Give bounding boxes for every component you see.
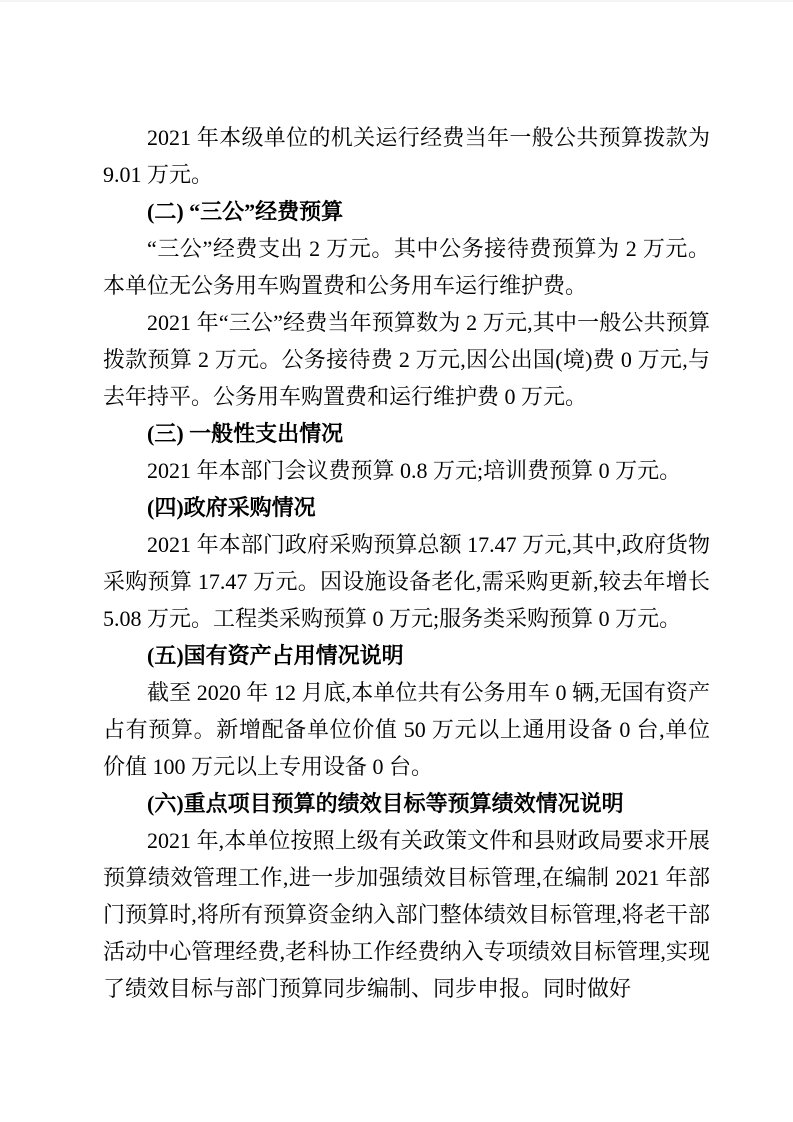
section-heading: (二) “三公”经费预算 <box>147 199 344 224</box>
body-paragraph: “三公”经费支出 2 万元。其中公务接待费预算为 2 万元。本单位无公务用车购置费和公务用车运行维护费。 <box>103 236 710 298</box>
section-heading: (五)国有资产占用情况说明 <box>147 643 404 668</box>
body-paragraph: 2021 年,本单位按照上级有关政策文件和县财政局要求开展预算绩效管理工作,进一步加强绩效目标管理,在编制 2021 年部门预算时,将所有预算资金纳入部门整体绩效目标管理,将老干部活动中心管理经费,老科协工作经费纳入专项绩效目标管理,实现了绩效目标与部门预算同步编制、同步申报。同时做好 <box>103 828 710 1001</box>
body-paragraph: 截至 2020 年 12 月底,本单位共有公务用车 0 辆,无国有资产占有预算。新增配备单位价值 50 万元以上通用设备 0 台,单位价值 100 万元以上专用设备 0 台。 <box>103 680 710 779</box>
body-paragraph: 2021 年本部门会议费预算 0.8 万元;培训费预算 0 万元。 <box>147 458 682 483</box>
body-paragraph: 2021 年“三公”经费当年预算数为 2 万元,其中一般公共预算拨款预算 2 万元。公务接待费 2 万元,因公出国(境)费 0 万元,与去年持平。公务用车购置费和运行维护费 0 万元。 <box>103 310 710 409</box>
section-heading: (三) 一般性支出情况 <box>147 421 344 446</box>
section-heading: (四)政府采购情况 <box>147 495 316 520</box>
body-paragraph: 2021 年本部门政府采购预算总额 17.47 万元,其中,政府货物采购预算 17.47 万元。因设施设备老化,需采购更新,较去年增长 5.08 万元。工程类采购预算 0 万元;服务类采购预算 0 万元。 <box>103 532 710 631</box>
page-top-edge-divider <box>0 0 793 2</box>
section-heading: (六)重点项目预算的绩效目标等预算绩效情况说明 <box>147 791 624 816</box>
document-content <box>103 119 710 1007</box>
body-paragraph: 2021 年本级单位的机关运行经费当年一般公共预算拨款为 9.01 万元。 <box>103 125 710 187</box>
